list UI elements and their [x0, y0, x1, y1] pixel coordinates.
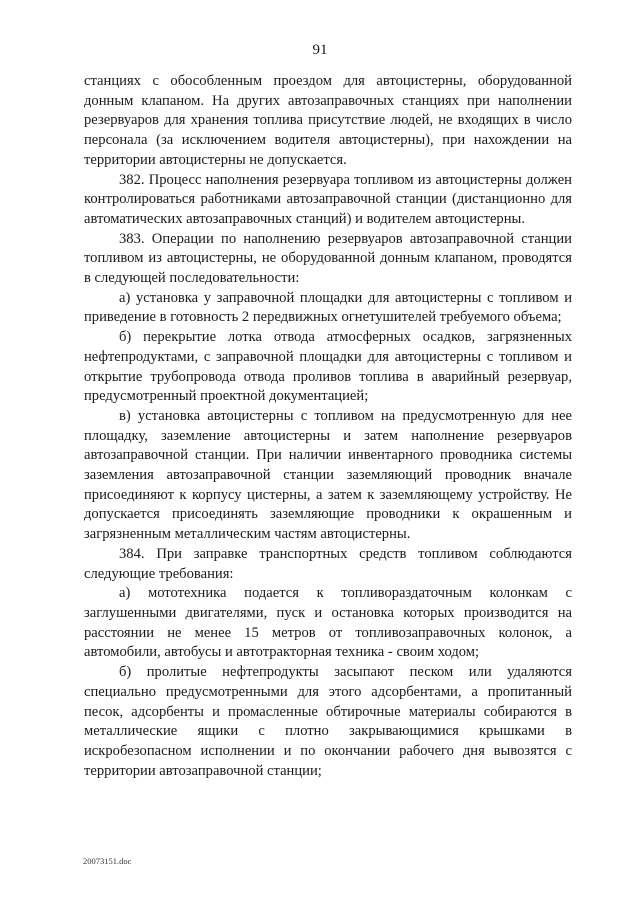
paragraph-continuation: станциях с обособленным проездом для автоцистерны, оборудованной донным клапаном. На других автозаправочных станциях при наполнении резервуаров для хранения топлива присутствие людей, не входящих в число персонала (за исключением водителя автоцистерны), при нахождении на территории автоцистерны не допускается. — [84, 73, 572, 168]
paragraph-384: 384. При заправке транспортных средств топливом соблюдаются следующие требования: — [84, 545, 572, 582]
paragraph-383-a: а) установка у заправочной площадки для автоцистерны с топливом и приведение в готовность 2 передвижных огнетушителей требуемого объема; — [84, 289, 572, 326]
paragraph-384-b: б) пролитые нефтепродукты засыпают песком или удаляются специально предусмотренными для этого адсорбентами, а пропитанный песок, адсорбенты и промасленные обтирочные материалы собираются в металлические ящики с плотно закрывающимися крышками в искробезопасном исполнении и по окончании рабочего дня вывозятся с территории автозаправочной станции; — [84, 664, 572, 779]
paragraph-383-v: в) установка автоцистерны с топливом на предусмотренную для нее площадку, заземление автоцистерны и затем наполнение резервуаров автозаправочной станции. При наличии инвентарного проводника системы заземления автозаправочной станции заземляющий проводник вначале присоединяют к корпусу цистерны, а затем к заземляющему устройству. Не допускается присоединять заземляющие проводники к окрашенным и загрязненным металлическим частям автоцистерны. — [84, 407, 572, 543]
paragraph-382: 382. Процесс наполнения резервуара топливом из автоцистерны должен контролироваться работниками автозаправочной станции (дистанционно для автоматических автозаправочных станций) и водителем автоцистерны. — [84, 171, 572, 227]
paragraph-383-b: б) перекрытие лотка отвода атмосферных осадков, загрязненных нефтепродуктами, с заправочной площадки для автоцистерны с топливом и открытие трубопровода отвода проливов топлива в аварийный резервуар, предусмотренный проектной документацией; — [84, 329, 572, 405]
file-name-footer: 20073151.doc — [83, 856, 132, 866]
page-number: 91 — [312, 42, 328, 58]
paragraph-384-a: а) мототехника подается к топливораздаточным колонкам с заглушенными двигателями, пуск и остановка которых производится на расстоянии не менее 15 метров от топливозаправочных колонок, а автомобили, автобусы и автотракторная техника - своим ходом; — [84, 585, 572, 661]
paragraph-383: 383. Операции по наполнению резервуаров автозаправочной станции топливом из автоцистерны, не оборудованной донным клапаном, проводятся в следующей последовательности: — [84, 230, 572, 287]
document-body — [84, 72, 572, 781]
